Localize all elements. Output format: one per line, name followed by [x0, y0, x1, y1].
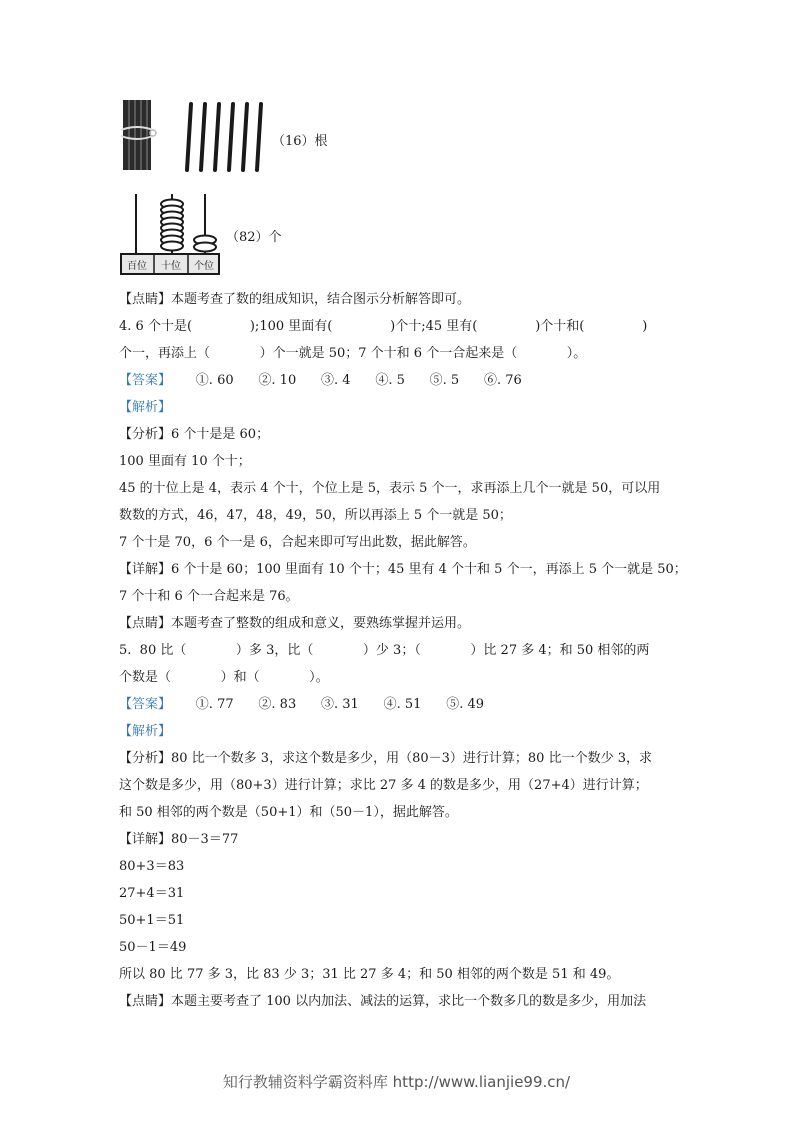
- text-span: 【点睛】本题考查了整数的组成和意义，要熟练掌握并运用。: [119, 616, 471, 631]
- text-line: [119, 966, 619, 984]
- sticks-answer: （16）根: [272, 134, 328, 149]
- text-span: 这个数是多少，用（80+3）进行计算；求比 27 多 4 的数是多少，用（27+4）进行计算；: [119, 778, 648, 793]
- text-line: [119, 696, 484, 714]
- text-line: [119, 426, 269, 444]
- text-span: 100 里面有 10 个十；: [119, 454, 251, 469]
- text-span: 5. 80 比（ ）多 3，比（ ）少 3；（ ）比 27 多 4；和 50 相邻的两: [119, 643, 650, 658]
- text-span: 【点睛】本题主要考查了 100 以内加法、减法的运算，求比一个数多几的数是多少，用加法: [119, 994, 647, 1009]
- text-span: 所以 80 比 77 多 3，比 83 少 3；31 比 27 多 4；和 50 相邻的两个数是 51 和 49。: [119, 967, 620, 982]
- text-line: [119, 615, 470, 633]
- text-line: [119, 480, 660, 498]
- text-line: [119, 858, 184, 876]
- text-line: [119, 912, 184, 930]
- text-span: 【详解】80－3＝77: [119, 832, 239, 847]
- text-span: 【分析】80 比一个数多 3，求这个数是多少，用（80－3）进行计算；80 比一个数少 3，求: [119, 751, 652, 766]
- text-line: [119, 291, 470, 309]
- text-span: 【详解】6 个十是 60；100 里面有 10 个十；45 里有 4 个十和 5 个一，再添上 5 个一就是 50；: [119, 562, 687, 577]
- text-line: [119, 372, 522, 390]
- text-span: 7 个十和 6 个一合起来是 76。: [119, 589, 299, 604]
- text-span: 4. 6 个十是( );100 里面有( )个十;45 里有( )个十和( ): [119, 319, 648, 334]
- text-line: [119, 885, 184, 903]
- text-line: [119, 993, 646, 1011]
- section-tag: 【解析】: [119, 724, 172, 739]
- text-line: [119, 399, 171, 417]
- loose-sticks: [187, 104, 261, 170]
- section-tag: 【答案】: [119, 373, 172, 388]
- text-span: 45 的十位上是 4，表示 4 个十，个位上是 5，表示 5 个一，求再添上几个一就是 50，可以用: [119, 481, 661, 496]
- text-line: [119, 453, 251, 471]
- text-span: 80+3＝83: [119, 859, 185, 874]
- text-span: 数数的方式，46，47，48，49，50，所以再添上 5 个一就是 50；: [119, 508, 512, 523]
- tens-beads: [161, 200, 183, 251]
- abacus-label-tens: 十位: [161, 261, 181, 272]
- text-line: [119, 318, 647, 336]
- text-line: [119, 804, 458, 822]
- text-span: ①. 60 ②. 10 ③. 4 ④. 5 ⑤. 5 ⑥. 76: [171, 373, 522, 388]
- text-line: [119, 345, 586, 363]
- text-line: [119, 777, 648, 795]
- text-line: [119, 588, 299, 606]
- text-span: 和 50 相邻的两个数是（50+1）和（50－1），据此解答。: [119, 805, 458, 820]
- text-line: [119, 939, 186, 957]
- text-line: [119, 723, 171, 741]
- text-span: 个数是（ ）和（ ）。: [119, 670, 329, 685]
- section-tag: 【解析】: [119, 400, 172, 415]
- text-span: ①. 77 ②. 83 ③. 31 ④. 51 ⑤. 49: [171, 697, 485, 712]
- text-line: [119, 642, 649, 660]
- ones-beads: [194, 236, 216, 252]
- text-span: 个一，再添上（ ）个一就是 50；7 个十和 6 个一合起来是（ ）。: [119, 346, 587, 361]
- abacus-answer: （82）个: [226, 230, 282, 245]
- text-line: [119, 831, 238, 849]
- text-line: [119, 507, 512, 525]
- abacus-label-hundreds: 百位: [127, 261, 147, 272]
- footer-watermark: 知行教辅资料学霸资料库 http://www.lianjie99.cn/: [222, 1073, 571, 1091]
- text-span: 7 个十是 70，6 个一是 6，合起来即可写出此数，据此解答。: [119, 535, 476, 550]
- text-span: 50+1＝51: [119, 913, 185, 928]
- stick-bundle: [121, 100, 156, 170]
- text-line: [119, 534, 476, 552]
- sticks-figure: [119, 96, 279, 176]
- section-tag: 【答案】: [119, 697, 172, 712]
- text-line: [119, 669, 329, 687]
- abacus-label-ones: 个位: [194, 261, 214, 272]
- text-span: 27+4＝31: [119, 886, 185, 901]
- text-span: 【分析】6 个十是是 60；: [119, 427, 270, 442]
- text-line: [119, 561, 687, 579]
- text-span: 【点睛】本题考查了数的组成知识，结合图示分析解答即可。: [119, 292, 471, 307]
- text-span: 50－1＝49: [119, 940, 187, 955]
- abacus-figure: [119, 190, 224, 278]
- text-line: [119, 750, 652, 768]
